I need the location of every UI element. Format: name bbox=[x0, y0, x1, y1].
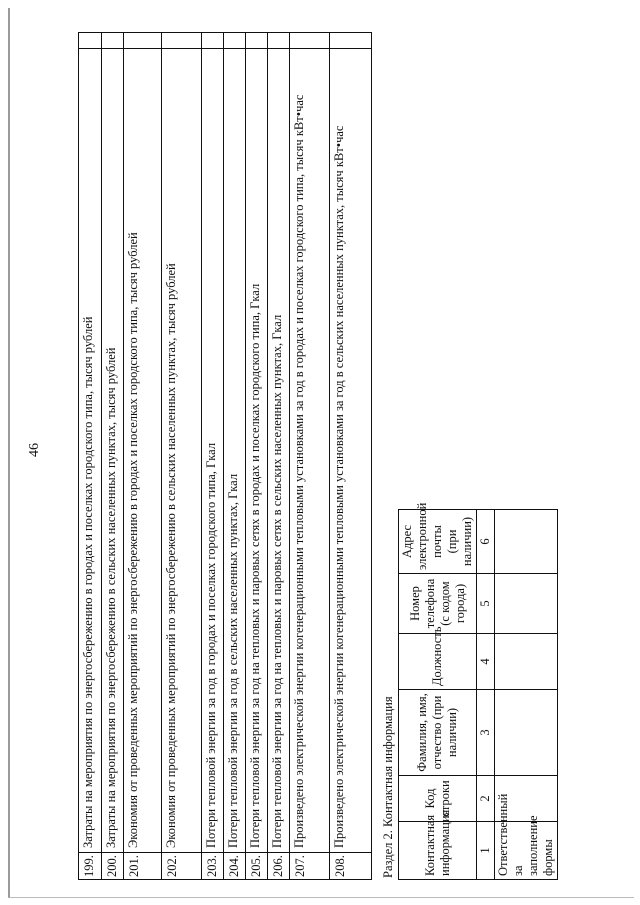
row-number: 203. bbox=[202, 853, 224, 880]
row-text: Потери тепловой энергии за год на тепловых и паровых сетях в городах и поселках городского типа, Гкал bbox=[246, 49, 268, 853]
empty-cell bbox=[162, 33, 202, 49]
column-index: 1 bbox=[477, 822, 495, 880]
empty-cell bbox=[79, 33, 102, 49]
rotated-content bbox=[78, 32, 555, 880]
table-row bbox=[268, 33, 290, 880]
row-number: 207. bbox=[290, 853, 330, 880]
table-row bbox=[124, 33, 162, 880]
row-number: 205. bbox=[246, 853, 268, 880]
column-index: 3 bbox=[477, 690, 495, 776]
table-row bbox=[202, 33, 224, 880]
row-number: 199. bbox=[79, 853, 102, 880]
column-index: 5 bbox=[477, 574, 495, 634]
row-text: Затраты на мероприятия по энергосбережению в сельских населенных пунктах, тысяч рублей bbox=[102, 49, 124, 853]
row-text: Потери тепловой энергии за год в городах и поселках городского типа, Гкал bbox=[202, 49, 224, 853]
empty-cell bbox=[202, 33, 224, 49]
row-number: 200. bbox=[102, 853, 124, 880]
table-row bbox=[162, 33, 202, 880]
row-text: Потери тепловой энергии за год в сельских населенных пунктах, Гкал bbox=[224, 49, 246, 853]
row-text: Затраты на мероприятия по энергосбережению в городах и поселках городского типа, тысяч рублей bbox=[79, 49, 102, 853]
header-row bbox=[399, 510, 477, 880]
empty-cell bbox=[290, 33, 330, 49]
column-header: Фамилия, имя, отчество (при наличии) bbox=[399, 690, 477, 776]
table-row bbox=[330, 33, 372, 880]
table-row bbox=[246, 33, 268, 880]
contact-table bbox=[398, 502, 558, 880]
row-number: 208. bbox=[330, 853, 372, 880]
page-number: 46 bbox=[27, 443, 42, 457]
indicators-table bbox=[78, 32, 372, 880]
table-row bbox=[290, 33, 330, 880]
column-header: Код строки bbox=[399, 776, 477, 822]
empty-cell bbox=[246, 33, 268, 49]
row-text: Произведено электрической энергии когенерационными тепловыми установками за год в сельских населенных пунктах, тысяч кВт•час bbox=[330, 49, 372, 853]
empty-cell bbox=[495, 574, 558, 634]
column-index: 4 bbox=[477, 634, 495, 690]
row-number: 201. bbox=[124, 853, 162, 880]
empty-cell bbox=[495, 690, 558, 776]
table-row bbox=[495, 510, 558, 880]
row-text: Произведено электрической энергии когенерационными тепловыми установками за год в городах и поселках городского типа, тысяч кВт•час bbox=[290, 49, 330, 853]
empty-cell bbox=[495, 510, 558, 574]
column-index: 6 bbox=[477, 510, 495, 574]
row-text: Экономия от проведенных мероприятий по энергосбережению в городах и поселках городского типа, тысяч рублей bbox=[124, 49, 162, 853]
empty-cell bbox=[330, 33, 372, 49]
index-row bbox=[477, 510, 495, 880]
empty-cell bbox=[102, 33, 124, 49]
section-title: Раздел 2. Контактная информация bbox=[381, 696, 395, 878]
row-number: 202. bbox=[162, 853, 202, 880]
column-index: 2 bbox=[477, 776, 495, 822]
column-header: Номер телефона (с кодом города) bbox=[399, 574, 477, 634]
row-text: Потери тепловой энергии за год на тепловых и паровых сетях в сельских населенных пунктах, Гкал bbox=[268, 49, 290, 853]
row-number: 206. bbox=[268, 853, 290, 880]
empty-cell bbox=[268, 33, 290, 49]
empty-cell bbox=[495, 634, 558, 690]
row-label: Ответственный за заполнение формы bbox=[495, 822, 558, 880]
column-header: Адрес электронной почты (при наличии) bbox=[399, 510, 477, 574]
table-row bbox=[102, 33, 124, 880]
table-row bbox=[224, 33, 246, 880]
table-row bbox=[79, 33, 102, 880]
empty-cell bbox=[124, 33, 162, 49]
column-header: Должность bbox=[399, 634, 477, 690]
empty-cell bbox=[224, 33, 246, 49]
row-text: Экономия от проведенных мероприятий по энергосбережению в сельских населенных пунктах, тысяч рублей bbox=[162, 49, 202, 853]
row-number: 204. bbox=[224, 853, 246, 880]
column-header: Контактная информация bbox=[399, 822, 477, 880]
